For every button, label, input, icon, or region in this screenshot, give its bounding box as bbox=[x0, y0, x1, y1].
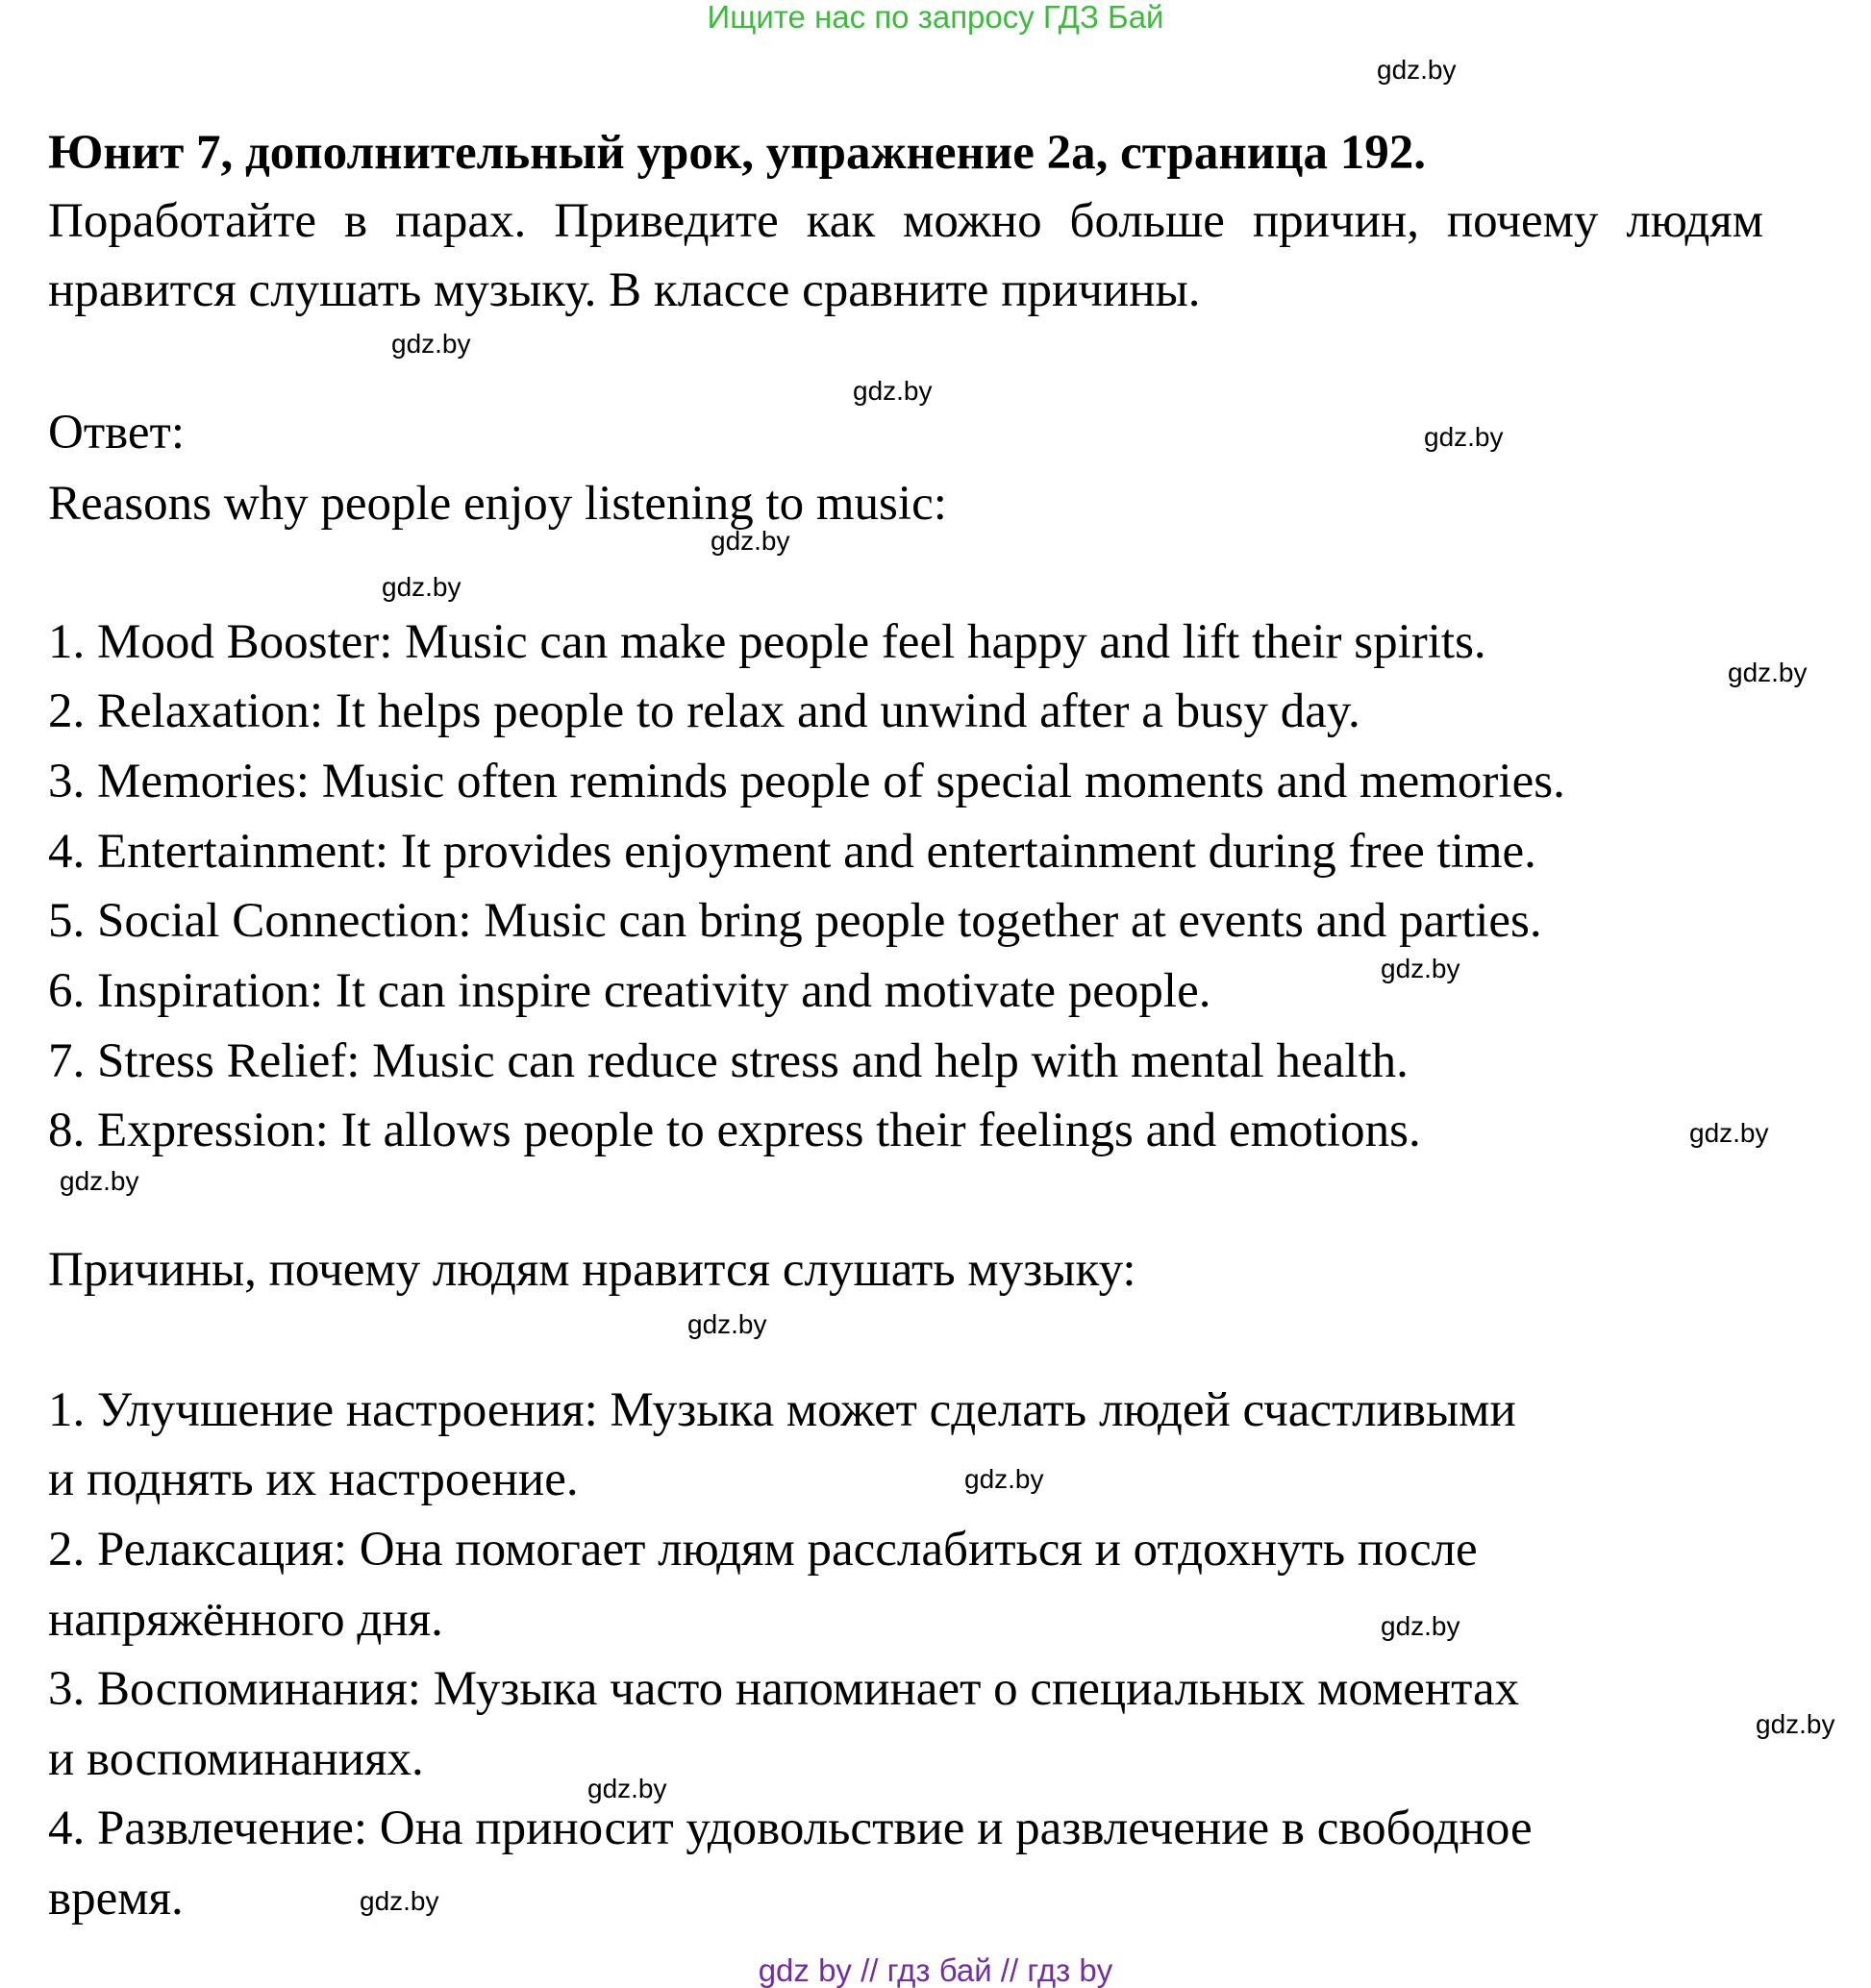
watermark: gdz.by bbox=[1689, 1118, 1769, 1148]
watermark: gdz.by bbox=[1756, 1709, 1835, 1739]
english-item: 8. Expression: It allows people to express their feelings and emotions. bbox=[48, 1104, 1421, 1157]
english-item: 2. Relaxation: It helps people to relax and unwind after a busy day. bbox=[48, 684, 1360, 738]
watermark: gdz.by bbox=[687, 1309, 767, 1339]
english-item: 3. Memories: Music often reminds people of special moments and memories. bbox=[48, 755, 1565, 808]
watermark: gdz.by bbox=[1728, 658, 1808, 687]
watermark: gdz.by bbox=[711, 526, 790, 556]
watermark: gdz.by bbox=[853, 376, 933, 406]
top-banner-link[interactable]: Ищите нас по запросу ГДЗ Бай bbox=[707, 0, 1164, 35]
watermark: gdz.by bbox=[60, 1166, 139, 1196]
exercise-heading: Юнит 7, дополнительный урок, упражнение 2a, страница 192. bbox=[48, 126, 1426, 180]
english-intro: Reasons why people enjoy listening to music: bbox=[48, 477, 947, 531]
russian-item-line: и поднять их настроение. bbox=[48, 1453, 579, 1506]
russian-item-line: 1. Улучшение настроения: Музыка может сделать людей счастливыми bbox=[48, 1383, 1516, 1437]
watermark: gdz.by bbox=[1377, 55, 1457, 85]
russian-item-line: 2. Релаксация: Она помогает людям расслабиться и отдохнуть после bbox=[48, 1523, 1478, 1577]
watermark: gdz.by bbox=[360, 1886, 439, 1916]
english-item: 6. Inspiration: It can inspire creativity and motivate people. bbox=[48, 964, 1211, 1018]
russian-item-line: 3. Воспоминания: Музыка часто напоминает о специальных моментах bbox=[48, 1662, 1520, 1716]
russian-item-line: время. bbox=[48, 1872, 184, 1926]
watermark: gdz.by bbox=[1381, 954, 1460, 983]
answer-label: Ответ: bbox=[48, 406, 185, 460]
russian-item-line: и воспоминаниях. bbox=[48, 1732, 424, 1786]
english-item: 7. Stress Relief: Music can reduce stress and help with mental health. bbox=[48, 1034, 1409, 1088]
russian-item-line: 4. Развлечение: Она приносит удовольствие и развлечение в свободное bbox=[48, 1802, 1533, 1855]
task-text: Поработайте в парах. Приведите как можно больше причин, почему людям нравится слушать музыку. В классе сравните причины. bbox=[48, 194, 1763, 317]
english-item: 5. Social Connection: Music can bring people together at events and parties. bbox=[48, 894, 1542, 948]
russian-item-line: напряжённого дня. bbox=[48, 1593, 443, 1647]
watermark: gdz.by bbox=[587, 1774, 667, 1803]
watermark: gdz.by bbox=[391, 329, 471, 359]
watermark: gdz.by bbox=[1381, 1611, 1460, 1641]
watermark: gdz.by bbox=[964, 1464, 1044, 1494]
watermark: gdz.by bbox=[1424, 422, 1504, 452]
english-item: 1. Mood Booster: Music can make people feel happy and lift their spirits. bbox=[48, 615, 1486, 669]
watermark: gdz.by bbox=[382, 572, 462, 602]
footer-links[interactable]: gdz by // гдз бай // гдз by bbox=[758, 1952, 1113, 1988]
english-item: 4. Entertainment: It provides enjoyment and entertainment during free time. bbox=[48, 825, 1536, 879]
russian-intro: Причины, почему людям нравится слушать музыку: bbox=[48, 1243, 1136, 1297]
